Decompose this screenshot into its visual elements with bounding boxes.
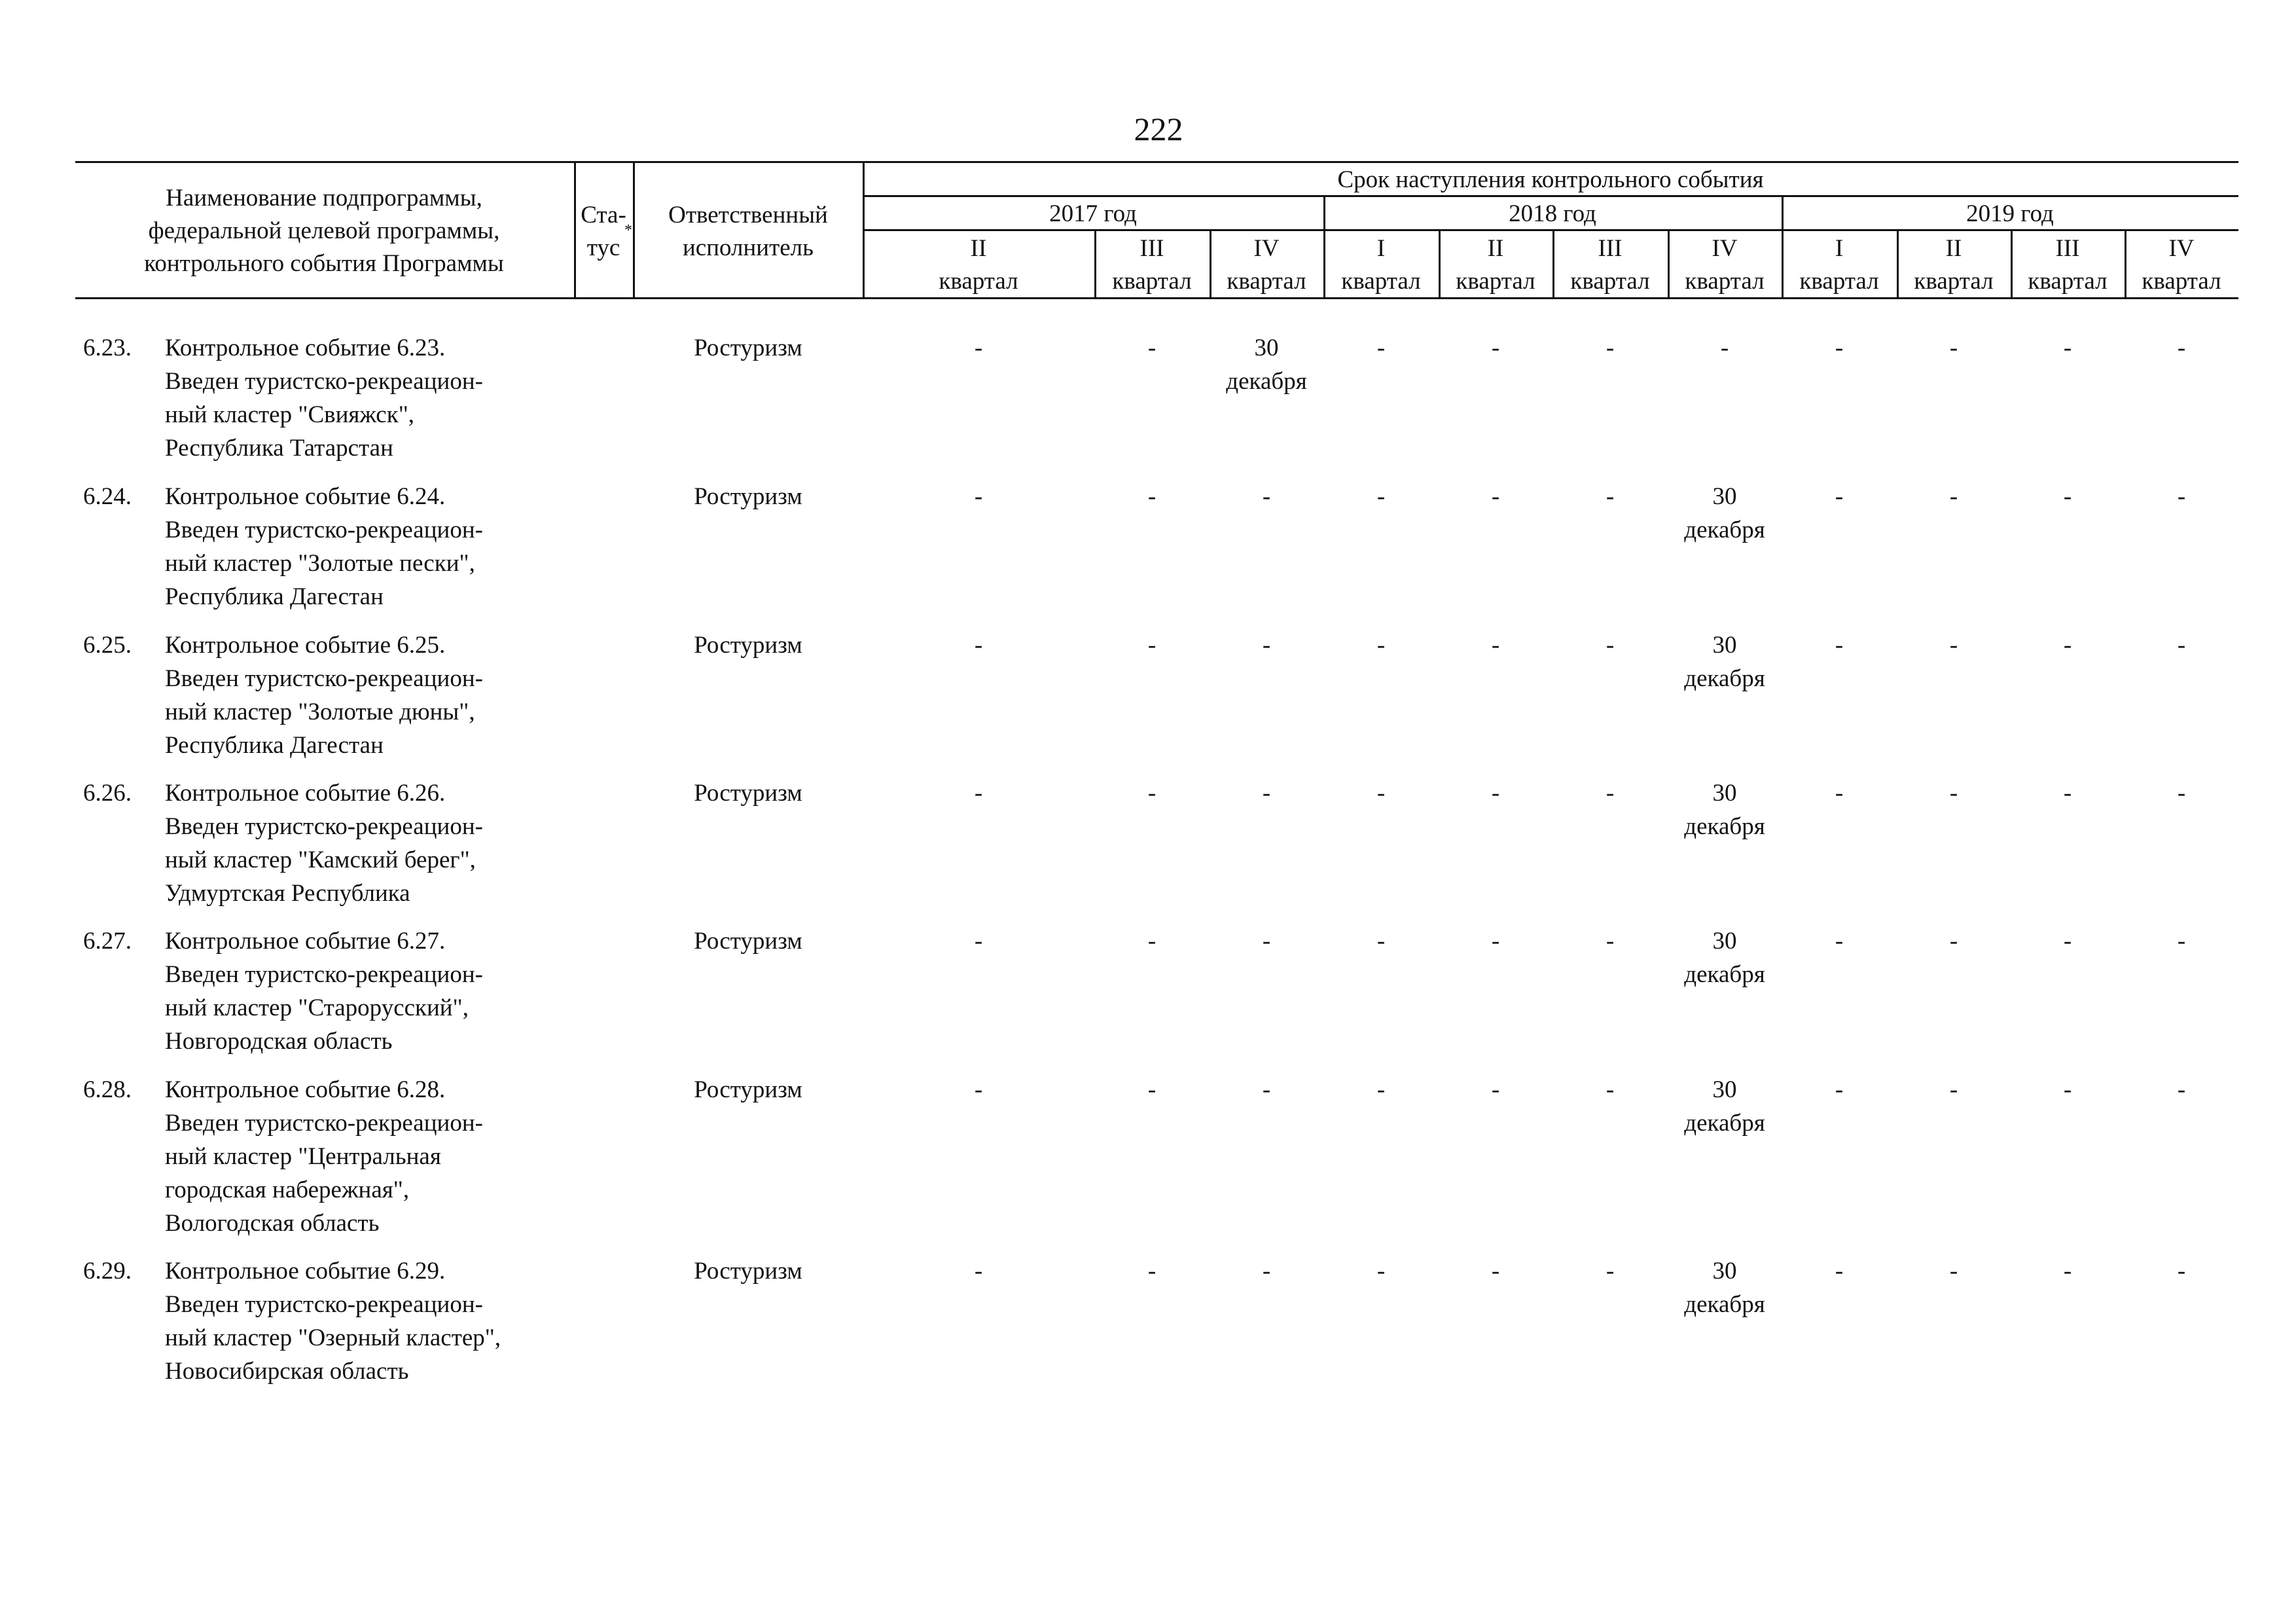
quarter-label: квартал (1341, 268, 1421, 295)
event-name-line: Республика Дагестан (165, 732, 384, 759)
quarter-label: квартал (1799, 268, 1879, 295)
quarter-number: IV (1253, 235, 1280, 262)
deadline-empty-cell: - (1376, 632, 1386, 659)
event-name-line: городская набережная", (165, 1176, 410, 1203)
event-name-line: ный кластер "Центральная (165, 1143, 441, 1170)
deadline-empty-cell: - (1605, 632, 1615, 659)
deadline-empty-cell: - (974, 1258, 983, 1285)
name-column-header: федеральной целевой программы, (148, 217, 500, 244)
event-name-line: Контрольное событие 6.27. (165, 928, 446, 955)
deadline-date-cell: декабря (1684, 517, 1765, 543)
quarter-number: II (1487, 235, 1504, 262)
deadline-empty-cell: - (1147, 335, 1157, 361)
deadline-empty-cell: - (1605, 483, 1615, 510)
deadline-empty-cell: - (2063, 483, 2072, 510)
deadline-empty-cell: - (1605, 1076, 1615, 1103)
table-body (0, 331, 2296, 1470)
quarter-label: квартал (2142, 268, 2221, 295)
deadline-date-cell: декабря (1684, 665, 1765, 692)
deadline-empty-cell: - (1147, 483, 1157, 510)
executor-cell: Ростуризм (694, 1258, 802, 1285)
event-name-line: Вологодская область (165, 1210, 380, 1237)
event-name-line: ный кластер "Озерный кластер", (165, 1324, 501, 1351)
quarter-label: квартал (1685, 268, 1765, 295)
deadline-date-cell: 30 (1712, 780, 1737, 807)
deadline-empty-cell: - (2177, 335, 2186, 361)
deadline-empty-cell: - (1491, 335, 1500, 361)
quarter-number: III (2055, 235, 2080, 262)
executor-cell: Ростуризм (694, 335, 802, 361)
deadline-date-cell: декабря (1684, 961, 1765, 988)
table-row (0, 1254, 2296, 1431)
deadline-empty-cell: - (2063, 1258, 2072, 1285)
deadline-empty-cell: - (1835, 632, 1844, 659)
event-name-line: ный кластер "Камский берег", (165, 847, 476, 873)
event-name-line: Контрольное событие 6.26. (165, 780, 446, 807)
deadline-empty-cell: - (974, 1076, 983, 1103)
row-number: 6.29. (83, 1258, 132, 1285)
quarter-label: квартал (1227, 268, 1306, 295)
deadline-empty-cell: - (1147, 780, 1157, 807)
quarter-number: III (1139, 235, 1164, 262)
row-number: 6.25. (83, 632, 132, 659)
deadline-empty-cell: - (1605, 1258, 1615, 1285)
quarter-number: IV (2168, 235, 2195, 262)
deadline-empty-cell: - (1835, 780, 1844, 807)
quarter-label: квартал (1112, 268, 1192, 295)
deadline-empty-cell: - (1147, 632, 1157, 659)
event-name-line: Введен туристско-рекреацион- (165, 813, 483, 840)
executor-cell: Ростуризм (694, 928, 802, 955)
event-name-line: ный кластер "Золотые пески", (165, 550, 475, 577)
deadline-empty-cell: - (1491, 632, 1500, 659)
deadline-empty-cell: - (2177, 1258, 2186, 1285)
deadline-empty-cell: - (1491, 1076, 1500, 1103)
deadline-empty-cell: - (1376, 1076, 1386, 1103)
deadline-empty-cell: - (2063, 1076, 2072, 1103)
deadline-empty-cell: - (1376, 335, 1386, 361)
quarter-number: I (1376, 235, 1386, 262)
deadline-empty-cell: - (974, 335, 983, 361)
executor-cell: Ростуризм (694, 483, 802, 510)
deadline-empty-cell: - (1376, 1258, 1386, 1285)
quarter-label: квартал (939, 268, 1018, 295)
deadline-empty-cell: - (1262, 780, 1271, 807)
status-column-header: тус (586, 234, 620, 261)
deadline-empty-cell: - (1491, 780, 1500, 807)
deadline-empty-cell: - (974, 483, 983, 510)
deadline-empty-cell: - (974, 632, 983, 659)
deadline-empty-cell: - (1262, 1258, 1271, 1285)
deadline-empty-cell: - (1605, 335, 1615, 361)
name-column-header: Наименование подпрограммы, (166, 185, 482, 211)
deadline-empty-cell: - (1720, 335, 1729, 361)
row-number: 6.23. (83, 335, 132, 361)
deadline-empty-cell: - (2063, 928, 2072, 955)
deadline-date-cell: 30 (1712, 483, 1737, 510)
deadline-empty-cell: - (2177, 1076, 2186, 1103)
deadline-empty-cell: - (1147, 928, 1157, 955)
deadline-empty-cell: - (1605, 780, 1615, 807)
deadline-empty-cell: - (1262, 1076, 1271, 1103)
deadline-date-cell: 30 (1712, 928, 1737, 955)
deadline-empty-cell: - (2177, 780, 2186, 807)
quarter-number: II (970, 235, 987, 262)
deadline-empty-cell: - (1376, 780, 1386, 807)
deadline-date-cell: 30 (1712, 1258, 1737, 1285)
executor-cell: Ростуризм (694, 1076, 802, 1103)
event-name-line: Контрольное событие 6.25. (165, 632, 446, 659)
event-name-line: Контрольное событие 6.28. (165, 1076, 446, 1103)
quarter-label: квартал (1456, 268, 1535, 295)
year-header: 2018 год (1509, 200, 1596, 227)
deadline-empty-cell: - (1262, 483, 1271, 510)
executor-cell: Ростуризм (694, 780, 802, 807)
event-name-line: Новгородская область (165, 1028, 393, 1055)
deadline-date-cell: 30 (1254, 335, 1279, 361)
executor-cell: Ростуризм (694, 632, 802, 659)
deadline-empty-cell: - (1262, 928, 1271, 955)
event-name-line: Республика Татарстан (165, 435, 393, 462)
event-name-line: Новосибирская область (165, 1358, 409, 1385)
event-name-line: Введен туристско-рекреацион- (165, 1110, 483, 1137)
event-name-line: Введен туристско-рекреацион- (165, 368, 483, 395)
page-number: 222 (1134, 111, 1183, 147)
event-name-line: Республика Дагестан (165, 583, 384, 610)
year-header: 2017 год (1049, 200, 1137, 227)
quarter-number: III (1598, 235, 1623, 262)
deadline-date-cell: декабря (1684, 1291, 1765, 1318)
event-name-line: ный кластер "Старорусский", (165, 994, 469, 1021)
deadline-empty-cell: - (2177, 632, 2186, 659)
deadline-empty-cell: - (1949, 1258, 1958, 1285)
executor-column-header: исполнитель (682, 234, 814, 261)
status-column-header: Ста- (581, 202, 626, 228)
table-top-rule (75, 161, 2238, 163)
deadline-empty-cell: - (1491, 1258, 1500, 1285)
deadline-empty-cell: - (2063, 780, 2072, 807)
deadline-date-cell: декабря (1684, 813, 1765, 840)
deadline-empty-cell: - (1835, 1258, 1844, 1285)
deadline-empty-cell: - (2177, 928, 2186, 955)
deadline-date-cell: 30 (1712, 1076, 1737, 1103)
row-number: 6.26. (83, 780, 132, 807)
deadline-header: Срок наступления контрольного события (1337, 166, 1764, 193)
deadline-empty-cell: - (1835, 335, 1844, 361)
event-name-line: Введен туристско-рекреацион- (165, 961, 483, 988)
deadline-empty-cell: - (1262, 632, 1271, 659)
event-name-line: ный кластер "Свияжск", (165, 401, 415, 428)
event-name-line: Введен туристско-рекреацион- (165, 665, 483, 692)
event-name-line: ный кластер "Золотые дюны", (165, 699, 475, 725)
deadline-empty-cell: - (1376, 483, 1386, 510)
deadline-empty-cell: - (2177, 483, 2186, 510)
deadline-empty-cell: - (1491, 483, 1500, 510)
quarter-label: квартал (1570, 268, 1650, 295)
quarter-number: IV (1712, 235, 1738, 262)
deadline-empty-cell: - (1605, 928, 1615, 955)
deadline-date-cell: 30 (1712, 632, 1737, 659)
deadline-empty-cell: - (1376, 928, 1386, 955)
quarter-number: II (1945, 235, 1962, 262)
deadline-empty-cell: - (1949, 335, 1958, 361)
event-name-line: Контрольное событие 6.24. (165, 483, 446, 510)
deadline-date-cell: декабря (1226, 368, 1307, 395)
deadline-empty-cell: - (1147, 1258, 1157, 1285)
executor-column-header: Ответственный (668, 202, 828, 228)
deadline-empty-cell: - (1949, 1076, 1958, 1103)
row-number: 6.27. (83, 928, 132, 955)
deadline-empty-cell: - (1835, 1076, 1844, 1103)
deadline-empty-cell: - (1949, 632, 1958, 659)
deadline-empty-cell: - (1835, 483, 1844, 510)
deadline-empty-cell: - (1147, 1076, 1157, 1103)
event-name-line: Удмуртская Республика (165, 880, 410, 907)
event-name-line: Введен туристско-рекреацион- (165, 1291, 483, 1318)
row-number: 6.24. (83, 483, 132, 510)
row-number: 6.28. (83, 1076, 132, 1103)
quarter-label: квартал (1914, 268, 1994, 295)
quarter-number: I (1835, 235, 1844, 262)
deadline-empty-cell: - (1949, 928, 1958, 955)
deadline-empty-cell: - (2063, 632, 2072, 659)
deadline-empty-cell: - (974, 780, 983, 807)
deadline-empty-cell: - (974, 928, 983, 955)
year-header: 2019 год (1966, 200, 2054, 227)
deadline-empty-cell: - (1491, 928, 1500, 955)
event-name-line: Введен туристско-рекреацион- (165, 517, 483, 543)
event-name-line: Контрольное событие 6.29. (165, 1258, 446, 1285)
quarter-label: квартал (2028, 268, 2108, 295)
name-column-header: контрольного события Программы (144, 250, 504, 277)
event-name-line: Контрольное событие 6.23. (165, 335, 446, 361)
deadline-empty-cell: - (1949, 483, 1958, 510)
deadline-empty-cell: - (2063, 335, 2072, 361)
status-footnote-mark: * (624, 222, 632, 239)
table-row (0, 1073, 2296, 1250)
deadline-date-cell: декабря (1684, 1110, 1765, 1137)
deadline-empty-cell: - (1949, 780, 1958, 807)
deadline-empty-cell: - (1835, 928, 1844, 955)
